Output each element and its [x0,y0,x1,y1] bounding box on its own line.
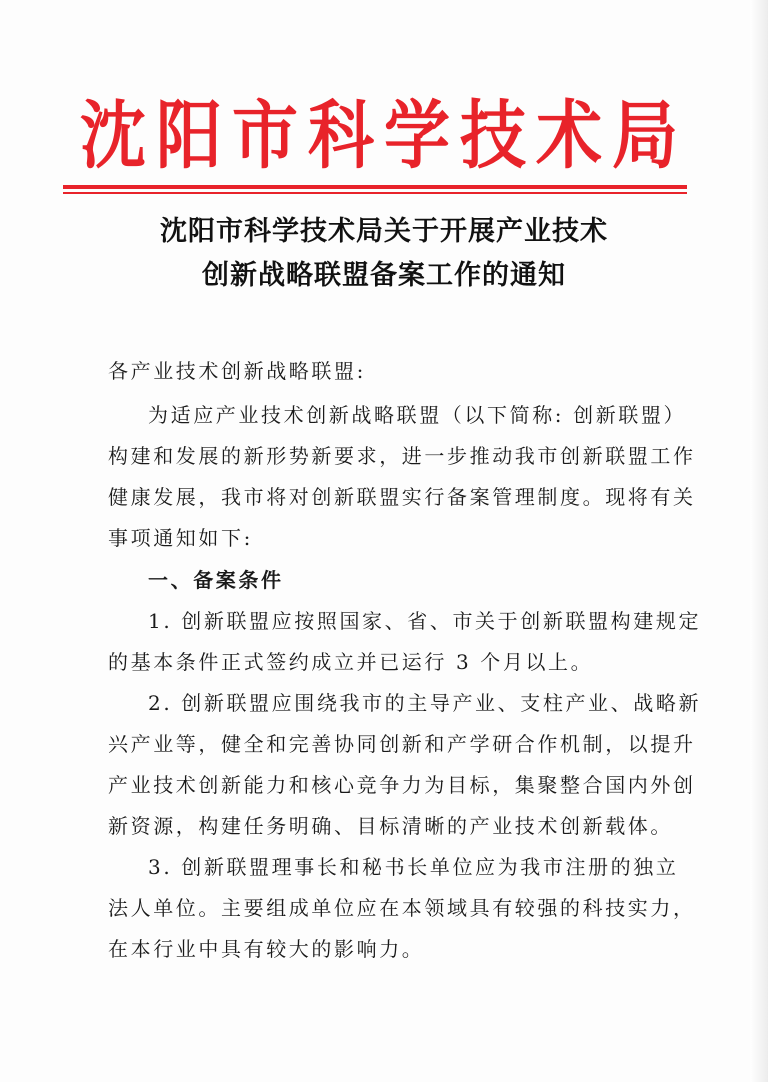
item2-line-3: 产业技术创新能力和核心竞争力为目标，集聚整合国内外创 [108,773,696,797]
document-title-line-2: 创新战略联盟备案工作的通知 [202,260,566,291]
item3-line-3: 在本行业中具有较大的影响力。 [108,937,425,961]
header-red-rule-thick [63,185,687,189]
intro-line-3: 健康发展，我市将对创新联盟实行备案管理制度。现将有关 [108,485,696,509]
item3-line-2: 法人单位。主要组成单位应在本领域具有较强的科技实力， [108,896,696,920]
intro-line-1: 为适应产业技术创新战略联盟（以下简称: 创新联盟） [148,403,687,427]
item1-line-2: 的基本条件正式签约成立并已运行 3 个月以上。 [108,650,594,674]
intro-line-2: 构建和发展的新形势新要求，进一步推动我市创新联盟工作 [108,444,696,468]
item2-line-1: 2. 创新联盟应围绕我市的主导产业、支柱产业、战略新 [148,691,702,715]
header-red-rule-thin [63,192,687,194]
document-title-line-1: 沈阳市科学技术局关于开展产业技术 [160,216,608,247]
item3-line-1: 3. 创新联盟理事长和秘书长单位应为我市注册的独立 [148,855,679,879]
intro-line-4: 事项通知如下: [108,526,253,550]
issuing-authority-header: 沈阳市科学技术局 [80,91,688,179]
item1-line-1: 1. 创新联盟应按照国家、省、市关于创新联盟构建规定 [148,609,702,633]
section-heading: 一、备案条件 [148,568,284,592]
item2-line-2: 兴产业等，健全和完善协同创新和产学研合作机制，以提升 [108,732,696,756]
item2-line-4: 新资源，构建任务明确、目标清晰的产业技术创新载体。 [108,814,673,838]
salutation: 各产业技术创新战略联盟: [108,359,366,383]
